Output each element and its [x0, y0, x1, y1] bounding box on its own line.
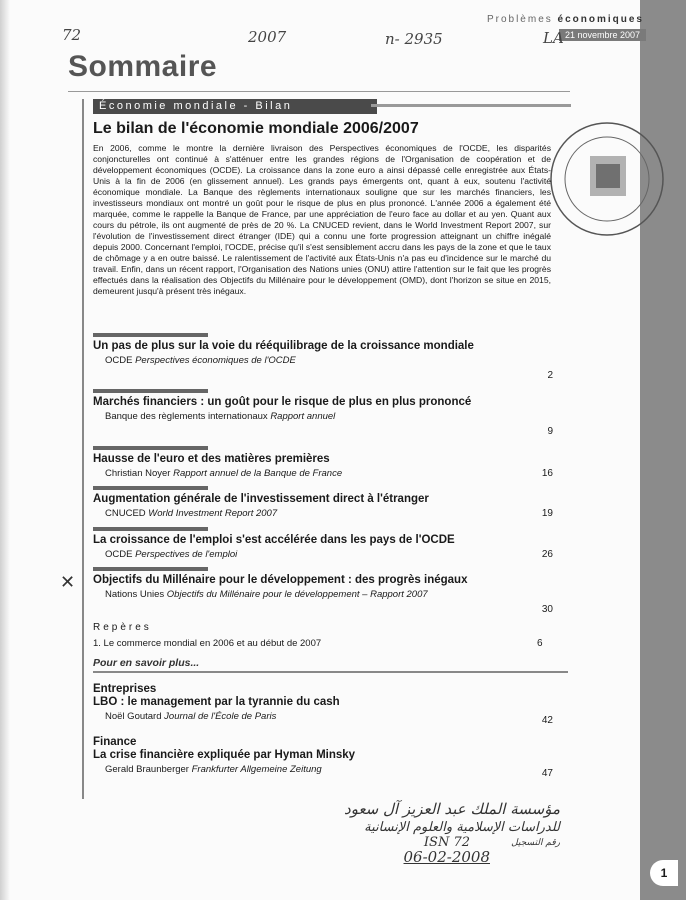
entry-rubric: Entreprises: [93, 683, 157, 695]
sig-reg-label: رقم التسجيل: [511, 838, 560, 848]
sig-code: ISN 72: [423, 835, 470, 850]
lead-title: Le bilan de l'économie mondiale 2006/2007: [93, 120, 419, 137]
scan-shadow: [0, 0, 10, 900]
sig-line-1: مؤسسة الملك عبد العزيز آل سعود: [344, 800, 560, 818]
toc-entry[interactable]: [93, 446, 553, 479]
reperes-label: Repères: [93, 622, 152, 633]
toc-entry[interactable]: [93, 683, 553, 726]
entry-title: La crise financière expliquée par Hyman Minsky: [93, 749, 356, 761]
handwritten-number: 72: [62, 26, 82, 44]
issue-date: 21 novembre 2007: [559, 29, 646, 41]
reperes-item[interactable]: 1. Le commerce mondial en 2006 et au début de 2007: [93, 638, 322, 649]
toc-entry[interactable]: [93, 333, 553, 381]
entry-page: 47: [541, 768, 553, 779]
left-rule: [82, 99, 84, 799]
entry-page: 19: [541, 508, 553, 519]
toc-entry[interactable]: [93, 486, 553, 519]
entry-page: 2: [547, 370, 553, 381]
handwritten-registration: [300, 800, 560, 890]
entry-title: La croissance de l'emploi s'est accélérée dans les pays de l'OCDE: [93, 534, 455, 546]
entry-page: 26: [541, 549, 553, 560]
magazine-name: Problèmes économiques: [486, 14, 644, 25]
entry-page: 42: [541, 715, 553, 726]
entry-title: Hausse de l'euro et des matières premières: [93, 453, 330, 465]
handwritten-cross: ✕: [60, 572, 76, 592]
entry-title: Marchés financiers : un goût pour le risque de plus en plus prononcé: [93, 396, 472, 408]
toc-entry[interactable]: [93, 527, 553, 560]
entry-source: Gerald Braunberger Frankfurter Allgemeine Zeitung: [105, 764, 322, 775]
lead-body: En 2006, comme le montre la dernière livraison des Perspectives économiques de l'OCDE, les disparités conjoncturelles ont continué à s'atténuer entre les grandes régions de l'Organisation de coopération et de développement économiques (OCDE). La croissance dans la zone euro a ainsi dépassé celle enregistrée aux États-Unis à la fin de 2006 (en glissement annuel). Les grands pays émergents ont, quant à eux, soutenu l'activité économique mondiale. La Banque des règlements internationaux souligne que sur les marchés financiers, les investisseurs mondiaux ont montré un goût pour le risque de plus en plus prononcé. L'année 2006 a également été marquée, comme le rappelle la Banque de France, par une appréciation de l'euro face au dollar et au yen. Quant aux cours du pétrole, ils ont augmenté de près de 20 %. La CNUCED revient, dans le World Investment Report 2007, sur l'évolution de l'investissement direct étranger (IDE) qui a connu une forte progression atteignant un chiffre inégalé depuis 2000. Concernant l'emploi, l'OCDE, précise qu'il s'est sensiblement accru dans les pays de la zone et que le taux de chômage y a en outre baissé. Le ralentissement de l'activité aux États-Unis n'a pas eu d'incidence sur le marché du travail. Enfin, dans un récent rapport, l'Organisation des Nations unies (ONU) attire l'attention sur le fait que les progrès effectués dans la réalisation des Objectifs du Millénaire pour le développement (OMD), dont l'horizon se situe en 2015, demeurent jusqu'à présent très inégaux.: [93, 143, 551, 296]
entry-source: Banque des règlements internationaux Rapport annuel: [105, 411, 336, 422]
handwritten-code: LA: [543, 29, 564, 47]
section-bar: Économie mondiale - Bilan: [93, 99, 377, 114]
toc-entry[interactable]: [93, 736, 553, 779]
handwritten-issue: n- 2935: [385, 30, 443, 48]
sig-line-2: للدراسات الإسلامية والعلوم الإنسانية: [364, 820, 560, 835]
entry-title: Objectifs du Millénaire pour le développement : des progrès inégaux: [93, 574, 468, 586]
entry-source: Christian Noyer Rapport annuel de la Banque de France: [105, 468, 343, 479]
entry-source: Noël Goutard Journal de l'École de Paris: [105, 711, 277, 722]
toc-entry[interactable]: [93, 567, 553, 615]
handwritten-year: 2007: [248, 28, 287, 46]
library-stamp-icon: [548, 120, 666, 238]
entry-source: OCDE Perspectives économiques de l'OCDE: [105, 355, 296, 366]
entry-source: OCDE Perspectives de l'emploi: [105, 549, 238, 560]
entry-title: LBO : le management par la tyrannie du cash: [93, 696, 340, 708]
entry-page: 9: [547, 426, 553, 437]
sig-date: 06-02-2008: [403, 848, 490, 866]
page-title: Sommaire: [68, 50, 218, 83]
entry-page: 16: [541, 468, 553, 479]
page-number: 1: [650, 860, 678, 886]
entry-source: Nations Unies Objectifs du Millénaire pour le développement – Rapport 2007: [105, 589, 428, 600]
entry-page: 30: [541, 604, 553, 615]
entry-title: Augmentation générale de l'investissement direct à l'étranger: [93, 493, 429, 505]
more-heading: Pour en savoir plus...: [93, 657, 568, 673]
reperes-page: 6: [537, 638, 543, 649]
toc-entry[interactable]: [93, 389, 553, 437]
entry-source: CNUCED World Investment Report 2007: [105, 508, 278, 519]
section-bar-rule: [371, 104, 571, 107]
entry-title: Un pas de plus sur la voie du rééquilibrage de la croissance mondiale: [93, 340, 474, 352]
title-rule: [68, 91, 570, 92]
entry-rubric: Finance: [93, 736, 137, 748]
